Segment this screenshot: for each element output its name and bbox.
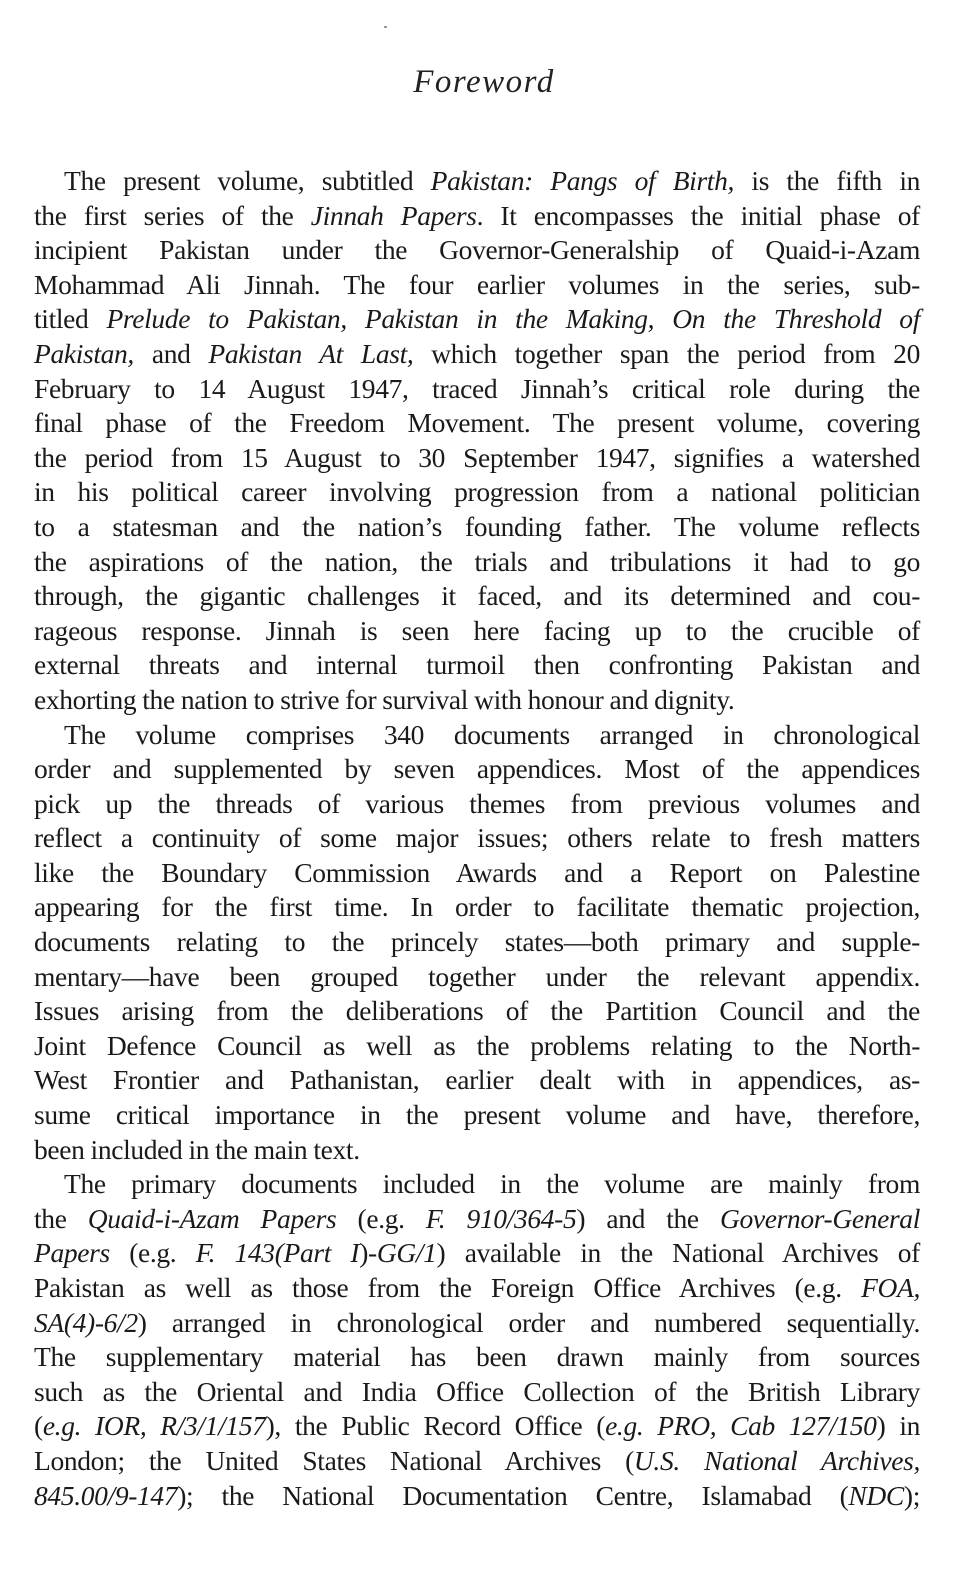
text-line: [34, 718, 920, 753]
text-segment: February to 14 August 1947, traced Jinnah’s critical role during the: [34, 372, 920, 404]
text-line: [34, 614, 920, 649]
text-segment: pick up the threads of various themes from previous volumes and: [34, 787, 920, 819]
text-line: [34, 752, 920, 787]
text-line: [34, 787, 920, 822]
text-segment: The supplementary material has been drawn mainly from sources: [34, 1341, 920, 1373]
text-line: [34, 1340, 920, 1375]
text-line: [34, 441, 920, 476]
text-line: [34, 1409, 920, 1444]
italic-text: Pakistan,: [34, 337, 134, 369]
text-segment: (: [34, 1410, 43, 1442]
text-line: [34, 1444, 920, 1479]
text-line: [34, 545, 920, 580]
text-line: [34, 510, 920, 545]
text-segment: the: [34, 1202, 88, 1234]
text-segment: (e.g.: [336, 1202, 426, 1234]
text-segment: order and supplemented by seven appendices. Most of the appendices: [34, 753, 920, 785]
italic-text: FOA,: [861, 1272, 920, 1303]
text-line: [34, 890, 920, 925]
italic-text: 845.00/9-147: [34, 1479, 178, 1511]
text-segment: and: [133, 337, 209, 369]
italic-text: e.g. IOR, R/3/1/157: [42, 1410, 266, 1442]
paragraph: [34, 1167, 920, 1513]
text-segment: ) arranged in chronological order and numbered sequentially.: [137, 1306, 920, 1338]
text-segment: );: [903, 1479, 920, 1511]
text-line: [34, 1098, 920, 1133]
text-line: [34, 302, 920, 337]
text-segment: incipient Pakistan under the Governor-Generalship of Quaid-i-Azam: [34, 234, 920, 266]
text-line: [34, 268, 920, 303]
text-line: [34, 199, 920, 234]
text-segment: through, the gigantic challenges it faced, and its determined and cou-: [34, 580, 920, 612]
text-segment: is the fifth in: [734, 165, 921, 196]
text-line: [34, 856, 920, 891]
italic-text: SA(4)-6/2: [34, 1306, 138, 1338]
text-segment: external threats and internal turmoil then confronting Pakistan and: [34, 649, 920, 681]
italic-text: F. 143(Part I: [195, 1237, 360, 1269]
italic-text: U.S. National Archives,: [633, 1444, 920, 1476]
text-line: [34, 1202, 920, 1237]
paragraph: [34, 718, 920, 1168]
italic-text: Pakistan: Pangs of Birth,: [430, 165, 735, 196]
text-segment: the aspirations of the nation, the trials and tribulations it had to go: [34, 545, 920, 577]
text-segment: Mohammad Ali Jinnah. The four earlier volumes in the series, sub-: [34, 268, 920, 300]
text-line: [34, 406, 920, 441]
page-heading: Foreword: [413, 64, 555, 100]
italic-text: GG/1: [376, 1237, 437, 1269]
text-segment: London; the United States National Archives (: [34, 1444, 634, 1476]
text-segment: like the Boundary Commission Awards and a Report on Palestine: [34, 856, 920, 888]
text-segment: ), the Public Record Office (: [265, 1410, 606, 1442]
text-line: [34, 1271, 920, 1306]
text-segment: ) available in the National Archives of: [436, 1237, 920, 1269]
text-segment: ) and the: [576, 1202, 720, 1234]
text-line: [34, 1306, 920, 1341]
italic-text: Quaid-i-Azam Papers: [87, 1202, 337, 1234]
text-line: [34, 960, 920, 995]
text-line: [34, 1236, 920, 1271]
italic-text: Pakistan At Last,: [208, 337, 414, 369]
text-line: [34, 475, 920, 510]
text-line: [34, 1063, 920, 1098]
text-segment: The present volume, subtitled: [64, 165, 431, 196]
text-line: [34, 821, 920, 856]
text-line: [34, 1133, 920, 1168]
text-segment: The primary documents included in the volume are mainly from: [64, 1168, 920, 1200]
text-segment: sume critical importance in the present volume and have, therefore,: [34, 1099, 920, 1131]
text-line: [34, 233, 920, 268]
italic-text: Jinnah Papers: [310, 199, 477, 231]
text-line: [34, 1479, 920, 1514]
italic-text: Prelude to Pakistan, Pakistan in the Making, On the Threshold of: [106, 303, 920, 335]
text-segment: such as the Oriental and India Office Collection of the British Library: [34, 1375, 920, 1407]
text-segment: reflect a continuity of some major issues; others relate to fresh matters: [34, 822, 920, 854]
text-segment: the first series of the: [34, 199, 311, 231]
text-segment: West Frontier and Pathanistan, earlier dealt with in appendices, as-: [34, 1064, 920, 1096]
text-line: [34, 164, 920, 199]
text-segment: ) in: [876, 1410, 921, 1442]
text-segment: exhorting the nation to strive for survival with honour and dignity.: [34, 683, 735, 715]
text-segment: Pakistan as well as those from the Foreign Office Archives (e.g.: [34, 1272, 862, 1303]
italic-text: NDC: [848, 1479, 904, 1511]
text-segment: )-: [359, 1237, 377, 1269]
text-segment: appearing for the first time. In order to facilitate thematic projection,: [34, 891, 920, 923]
text-segment: (e.g.: [109, 1237, 196, 1269]
text-line: [34, 925, 920, 960]
text-segment: ); the National Documentation Centre, Islamabad (: [177, 1479, 849, 1511]
text-segment: . It encompasses the initial phase of: [476, 199, 920, 231]
scan-speck: [384, 26, 387, 28]
text-segment: Issues arising from the deliberations of the Partition Council and the: [34, 995, 920, 1027]
text-segment: rageous response. Jinnah is seen here facing up to the crucible of: [34, 614, 920, 646]
text-line: [34, 1167, 920, 1202]
text-line: [34, 337, 920, 372]
italic-text: F. 910/364-5: [425, 1202, 577, 1234]
text-segment: which together span the period from 20: [413, 337, 920, 369]
text-line: [34, 994, 920, 1029]
italic-text: Governor-General: [719, 1202, 920, 1234]
body-text: [34, 164, 920, 1513]
text-segment: mentary—have been grouped together under the relevant appendix.: [34, 960, 920, 992]
text-segment: The volume comprises 340 documents arranged in chronological: [64, 718, 920, 750]
text-segment: been included in the main text.: [34, 1133, 360, 1165]
text-line: [34, 1029, 920, 1064]
text-line: [34, 579, 920, 614]
text-line: [34, 1375, 920, 1410]
text-segment: Joint Defence Council as well as the problems relating to the North-: [34, 1029, 920, 1061]
paragraph: [34, 164, 920, 718]
text-segment: documents relating to the princely states—both primary and supple-: [34, 926, 920, 958]
italic-text: e.g. PRO, Cab 127/150: [605, 1410, 877, 1442]
text-line: [34, 648, 920, 683]
italic-text: Papers: [34, 1237, 110, 1269]
text-segment: titled: [34, 303, 107, 335]
text-line: [34, 372, 920, 407]
text-segment: the period from 15 August to 30 September 1947, signifies a watershed: [34, 441, 920, 473]
text-segment: in his political career involving progression from a national politician: [34, 476, 920, 508]
text-segment: to a statesman and the nation’s founding father. The volume reflects: [34, 510, 920, 542]
text-line: [34, 683, 920, 718]
text-segment: final phase of the Freedom Movement. The present volume, covering: [34, 407, 920, 439]
